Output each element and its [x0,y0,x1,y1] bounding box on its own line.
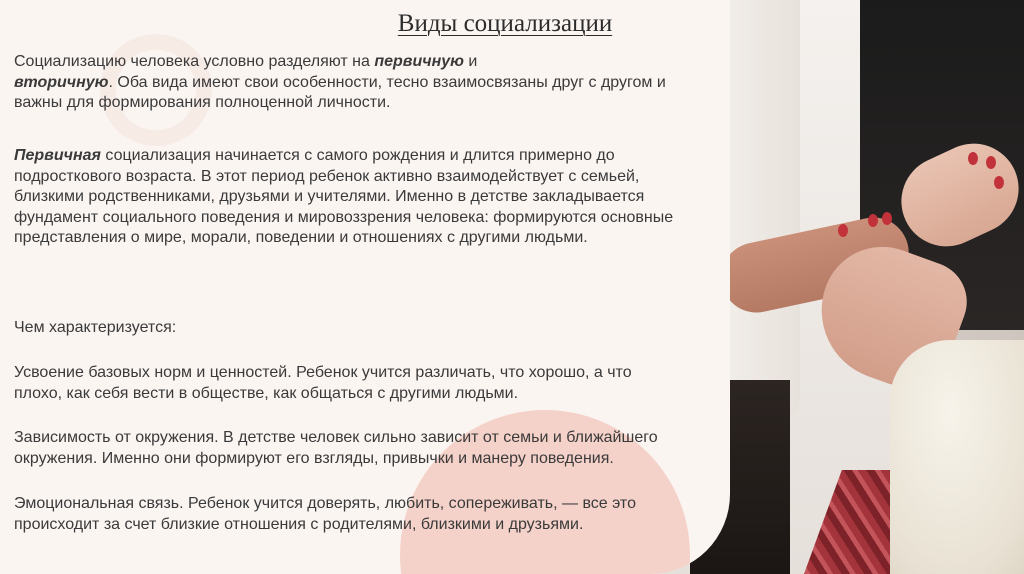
intro-text-2: и [463,53,478,70]
primary-term: Первичная [14,147,101,164]
photo-nail [882,212,892,225]
intro-term-primary: первичную [374,53,464,70]
intro-text-3: . Оба вида имеют свои особенности, тесно взаимосвязаны друг с другом и важны для формирования полноценной личности. [14,73,666,111]
photo-sweater-sleeve [890,340,1024,574]
intro-term-secondary: вторичную [14,73,109,91]
photo-nail [994,176,1004,189]
photo-nail [868,214,878,227]
photo-nail [838,224,848,237]
feature-item: Эмоциональная связь. Ребенок учится доверять, любить, сопереживать, — все это происходит за счет близкие отношения с родителями, близкими и друзьями. [14,495,636,533]
primary-paragraph [14,146,674,249]
photo-nail [986,156,996,169]
photo-nail [968,152,978,165]
intro-paragraph [14,52,674,114]
primary-text: социализация начинается с самого рождения и длится примерно до подросткового возраста. В этот период ребенок активно взаимодействует с семьей, близкими родственниками, друзьями и учителями. Именно в детстве закладывается фундамент социального поведения и мировоззрения человека: формируются основные представления о мире, морали, поведении и отношениях с другими людьми. [14,147,674,246]
slide-title: Виды социализации [397,10,613,37]
features-heading: Чем характеризуется: [14,319,177,336]
feature-item: Зависимость от окружения. В детстве человек сильно зависит от семьи и ближайшего окружения. Именно они формируют его взгляды, привычки и манеру поведения. [14,429,658,467]
intro-text-1: Социализацию человека условно разделяют на [14,53,375,70]
feature-item: Усвоение базовых норм и ценностей. Ребенок учится различать, что хорошо, а что плохо, как себя вести в обществе, как общаться с другими людьми. [14,364,632,402]
